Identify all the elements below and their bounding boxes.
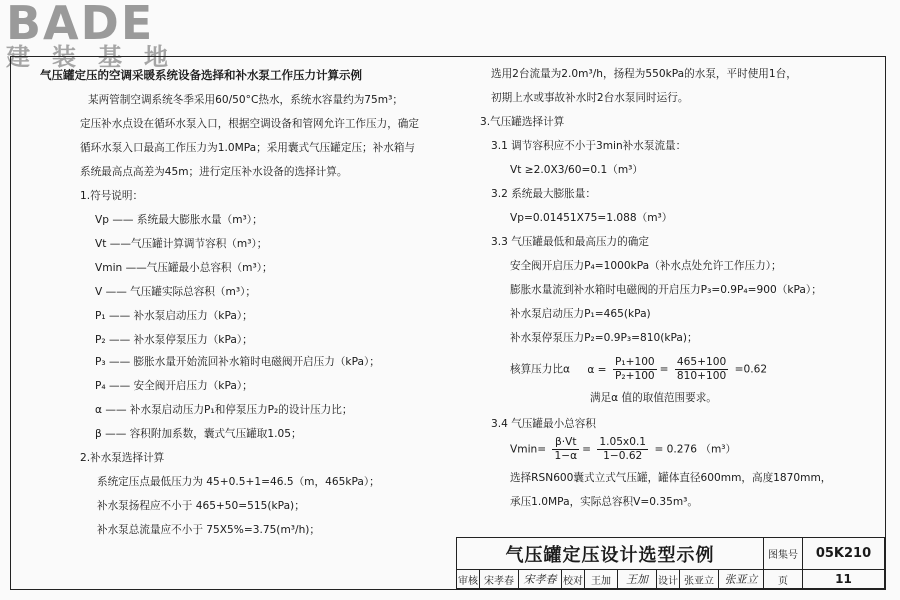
section2-line: 系统定压点最低压力为 45+0.5+1=46.5（m，465kPa）； [97,476,380,488]
symbol-item: β —— 容积附加系数，囊式气压罐取1.05； [95,428,302,440]
fraction-denominator: P₂+100 [614,370,655,383]
s32-equation: Vp=0.01451X75=1.088（m³） [510,212,673,224]
s33-line: 安全阀开启压力P₄=1000kPa（补水点处允许工作压力）； [510,260,782,272]
logo-brand: BADE [6,0,155,50]
checker-signature: 王加 [618,570,657,589]
right-intro-line: 初期上水或事故补水时2台水泵同时运行。 [491,92,689,104]
check-label: 校对 [562,570,585,589]
vmin-lhs: Vmin= [510,443,547,456]
vmin-formula: Vmin= $\frac{\beta\cdot Vt}{1-\alpha}$ = $\frac{1.05x0.1}{1-0.62}$ = 0.276 （m³） [510,436,737,463]
ratio-fraction-symbolic [613,356,657,383]
fraction-numerator: P₁+100 [613,356,657,370]
symbol-item: Vmin ——气压罐最小总容积（m³）； [95,262,273,274]
s33-line: 补水泵启动压力P₁=465(kPa) [510,308,651,320]
vmin-result: = 0.276 （m³） [654,443,737,456]
s34-title: 3.4 气压罐最小总容积 [491,418,596,430]
s32-title: 3.2 系统最大膨胀量： [491,188,596,200]
ratio-fraction-numeric [675,356,728,383]
intro-line: 系统最高点高差为45m；进行定压补水设备的选择计算。 [80,166,348,178]
page-label: 页 [764,570,803,589]
symbol-item: α —— 补水泵启动压力P₁和停泵压力P₂的设计压力比； [95,404,353,416]
intro-line: 循环水泵入口最高工作压力为1.0MPa；采用囊式气压罐定压；补水箱与 [80,142,416,154]
logo-subtitle: 建装基地 [6,43,190,71]
page-number: 11 [803,570,885,589]
fraction-denominator: 1−α [554,450,578,463]
s33-line: 补水泵停泵压力P₂=0.9P₃=810(kPa)； [510,332,698,344]
symbol-item: V —— 气压罐实际总容积（m³）； [95,286,256,298]
s33-title: 3.3 气压罐最低和最高压力的确定 [491,236,649,248]
fraction-denominator: 1−0.62 [603,450,643,463]
ratio-note: 满足α 值的取值范围要求。 [590,392,717,404]
selection-line: 选择RSN600囊式立式气压罐，罐体直径600mm，高度1870mm， [510,472,832,484]
fraction-numerator: β·Vt [552,436,579,450]
selection-line: 承压1.0MPa，实际总容积V=0.35m³。 [510,496,699,508]
ratio-lhs: α = [587,363,607,376]
fraction-numerator: 465+100 [675,356,728,370]
symbol-item: P₃ —— 膨胀水量开始流回补水箱时电磁阀开启压力（kPa）； [95,356,380,368]
intro-line: 定压补水点设在循环水泵入口，根据空调设备和管网允许工作压力，确定 [80,118,419,130]
symbol-item: Vt ——气压罐计算调节容积（m³）； [95,238,268,250]
atlas-number: 05K210 [803,538,885,570]
s33-line: 膨胀水量流到补水箱时电磁阀的开启压力P₃=0.9P₄=900（kPa）； [510,284,822,296]
section2-line: 补水泵扬程应不小于 465+50=515(kPa)； [97,500,305,512]
checker-name: 王加 [585,570,618,589]
design-label: 设计 [657,570,680,589]
symbol-item: Vp —— 系统最大膨胀水量（m³）； [95,214,263,226]
vmin-fraction-symbolic [552,436,579,463]
section2-line: 补水泵总流量应不小于 75X5%=3.75(m³/h)； [97,524,321,536]
designer-name: 张亚立 [680,570,719,589]
section2-title: 2.补水泵选择计算 [80,452,165,464]
document-heading: 气压罐定压的空调采暖系统设备选择和补水泵工作压力计算示例 [40,68,362,82]
designer-signature: 张亚立 [719,570,764,589]
s31-title: 3.1 调节容积应不小于3min补水泵流量： [491,140,687,152]
title-block [456,537,885,589]
intro-line: 某两管制空调系统冬季采用60/50°C热水，系统水容量约为75m³； [88,94,403,106]
symbol-item: P₂ —— 补水泵停泵压力（kPa）； [95,334,253,346]
s31-equation: Vt ≥2.0X3/60=0.1（m³） [510,164,644,176]
pressure-ratio-formula: 核算压力比α α = $\frac{\text{P₁+100}}{\text{P₂+100}}$ = $\frac{465+100}{810+100}$ =0.62 [510,356,768,383]
symbol-item: P₄ —— 安全阀开启压力（kPa）； [95,380,253,392]
ratio-result: =0.62 [734,363,768,376]
right-intro-line: 选用2台流量为2.0m³/h，扬程为550kPa的水泵，平时使用1台， [491,68,797,80]
vmin-fraction-numeric [597,436,648,463]
reviewer-name: 宋孝春 [480,570,519,589]
drawing-title: 气压罐定压设计选型示例 [457,538,764,570]
symbol-item: P₁ —— 补水泵启动压力（kPa）； [95,310,253,322]
atlas-label: 图集号 [764,538,803,570]
review-label: 审核 [457,570,480,589]
section1-title: 1.符号说明： [80,190,144,202]
fraction-denominator: 810+100 [676,370,727,383]
reviewer-signature: 宋孝春 [519,570,562,589]
fraction-numerator: 1.05x0.1 [597,436,648,450]
ratio-label: 核算压力比α [510,363,570,376]
section3-title: 3.气压罐选择计算 [480,116,565,128]
